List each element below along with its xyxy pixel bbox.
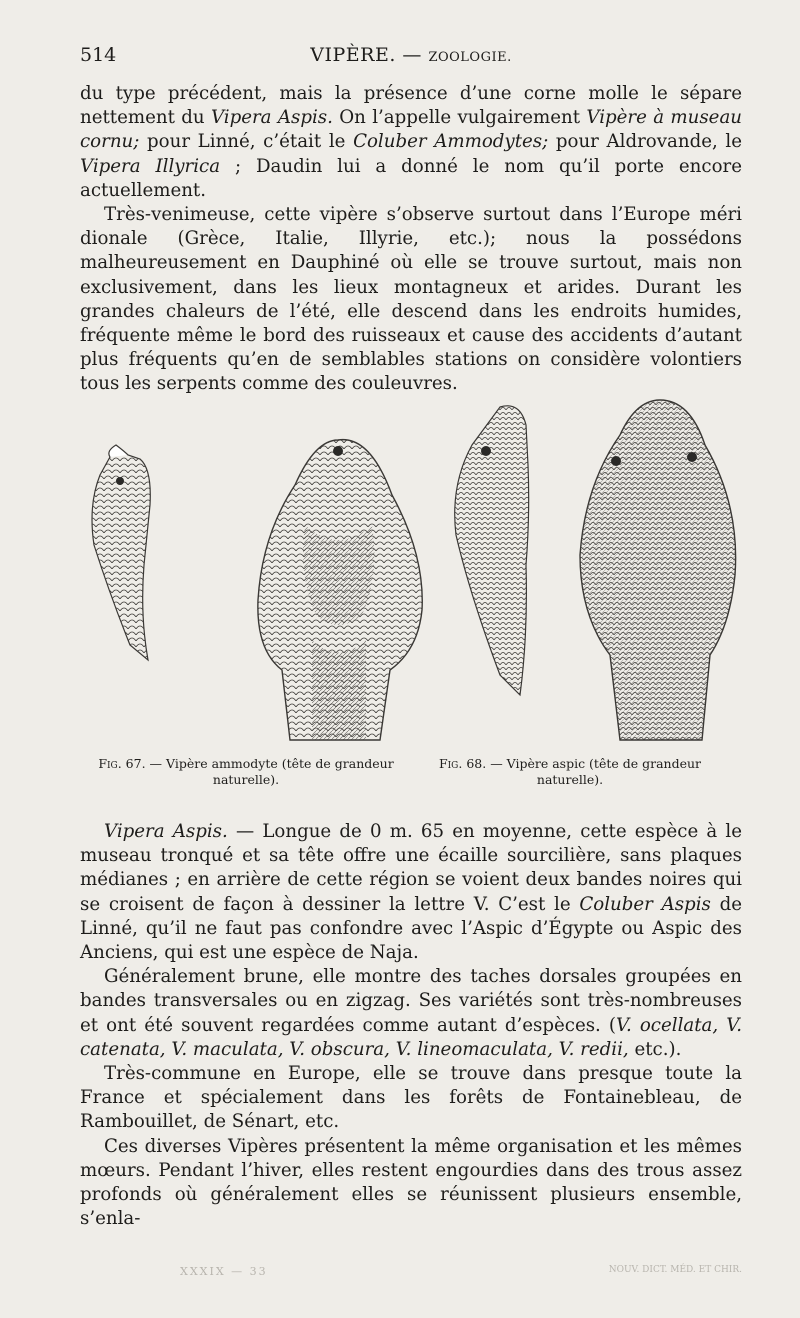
text-run: de Linné, qu’il ne faut pas confondre avec l’Aspic d’Égypte ou Aspic des Anciens, qui est une espèce de Naja.: [80, 893, 742, 964]
fig67-profile-head: [92, 445, 150, 660]
figure-plate: [80, 395, 742, 755]
paragraph: [80, 1062, 742, 1135]
italic-text: Coluber Ammodytes;: [353, 131, 549, 153]
figure-67-caption: [96, 756, 396, 788]
italic-text: Vipera Aspis.: [104, 821, 228, 842]
text-run: Très-venimeuse, cette vipère s’observe surtout dans l’Europe méri dionale (Grèce, Italie, Illyrie, etc.); nous la possédons malheureusement en Dauphiné où elle se trouve surtout, mais non exclusivement, dans les lieux montagneux et arides. Durant les grandes chaleurs de l’été, elle descend dans les endroits humides, fréquente même le bord des ruisseaux et cause des accidents d’autant plus fréquents qu’en de semblables stations on considère volontiers tous les serpents comme des couleuvres.: [80, 204, 742, 395]
text-run: pour Linné, c’était le: [139, 131, 354, 153]
page-number: 514: [80, 44, 117, 66]
italic-text: V. ocellata, V. catenata, V. maculata, V. obscura, V. lineomaculata, V. redii,: [80, 1014, 742, 1060]
italic-text: Vipera Aspis.: [210, 107, 333, 129]
italic-text: Vipère à museau cornu;: [80, 107, 743, 153]
text-run: Très-commune en Europe, elle se trouve dans presque toute la France et spécialement dans les forêts de Fontainebleau, de Rambouillet, de Sénart, etc.: [80, 1063, 742, 1133]
running-title: [80, 44, 742, 66]
running-title-section: ZOOLOGIE.: [428, 50, 512, 65]
running-title-main: VIPÈRE. —: [310, 44, 422, 66]
italic-text: Coluber Aspis: [579, 893, 711, 915]
body-text-bottom: [80, 820, 742, 1231]
figure-68-label: Fig. 68.: [438, 756, 487, 771]
text-run: pour Aldrovande, le: [548, 131, 742, 153]
body-text-top: [80, 82, 742, 397]
signature-mark: XXXIX — 33: [180, 1265, 268, 1278]
italic-text: Vipera Illyrica: [80, 155, 221, 177]
fig68-profile-head: [455, 406, 529, 695]
text-run: — Longue de 0 m. 65 en moyenne, cette espèce à le museau tronqué et sa tête offre une écaille sourcilière, sans plaques médianes ; en arrière de cette région se voient deux bandes noires qui se croisent de façon à dessiner la lettre V. C’est le: [80, 821, 742, 915]
page-footer: [80, 1265, 742, 1285]
text-run: Ces diverses Vipères présentent la même organisation et les mêmes mœurs. Pendant l’hiver, elles restent engourdies dans des trous assez profonds où généralement elles se réunissent plusieurs ensemble, s’enla-: [80, 1135, 742, 1230]
figure-67-text: — Vipère ammodyte (tête de grandeur naturelle).: [149, 756, 394, 787]
figure-68-text: — Vipère aspic (tête de grandeur naturelle).: [490, 756, 702, 787]
paragraph: [80, 965, 742, 1062]
text-run: ; Daudin lui a donné le nom qu’il porte encore actuellement.: [80, 155, 742, 201]
figure-68-caption: [410, 756, 730, 788]
fig67-dorsal-head: [258, 440, 422, 740]
text-run: Généralement brune, elle montre des taches dorsales groupées en bandes transversales ou en zigzag. Ses variétés sont très-nombreuses et ont été souvent regardées comme autant d’espèces. (: [80, 966, 742, 1036]
paragraph: [80, 82, 742, 203]
paragraph: [80, 1135, 742, 1232]
text-run: On l’appelle vulgairement: [332, 107, 587, 129]
paragraph: [80, 203, 742, 397]
paragraph: [80, 820, 742, 965]
fig68-dorsal-head: [580, 400, 736, 740]
text-run: etc.).: [628, 1038, 682, 1060]
figure-67-label: Fig. 67.: [98, 756, 146, 771]
imprint-line: NOUV. DICT. MÉD. ET CHIR.: [608, 1265, 742, 1275]
text-run: du type précédent, mais la présence d’une corne molle le sépare nettement du: [80, 83, 742, 129]
running-header: [80, 44, 742, 70]
engraving-illustration: [80, 395, 742, 755]
